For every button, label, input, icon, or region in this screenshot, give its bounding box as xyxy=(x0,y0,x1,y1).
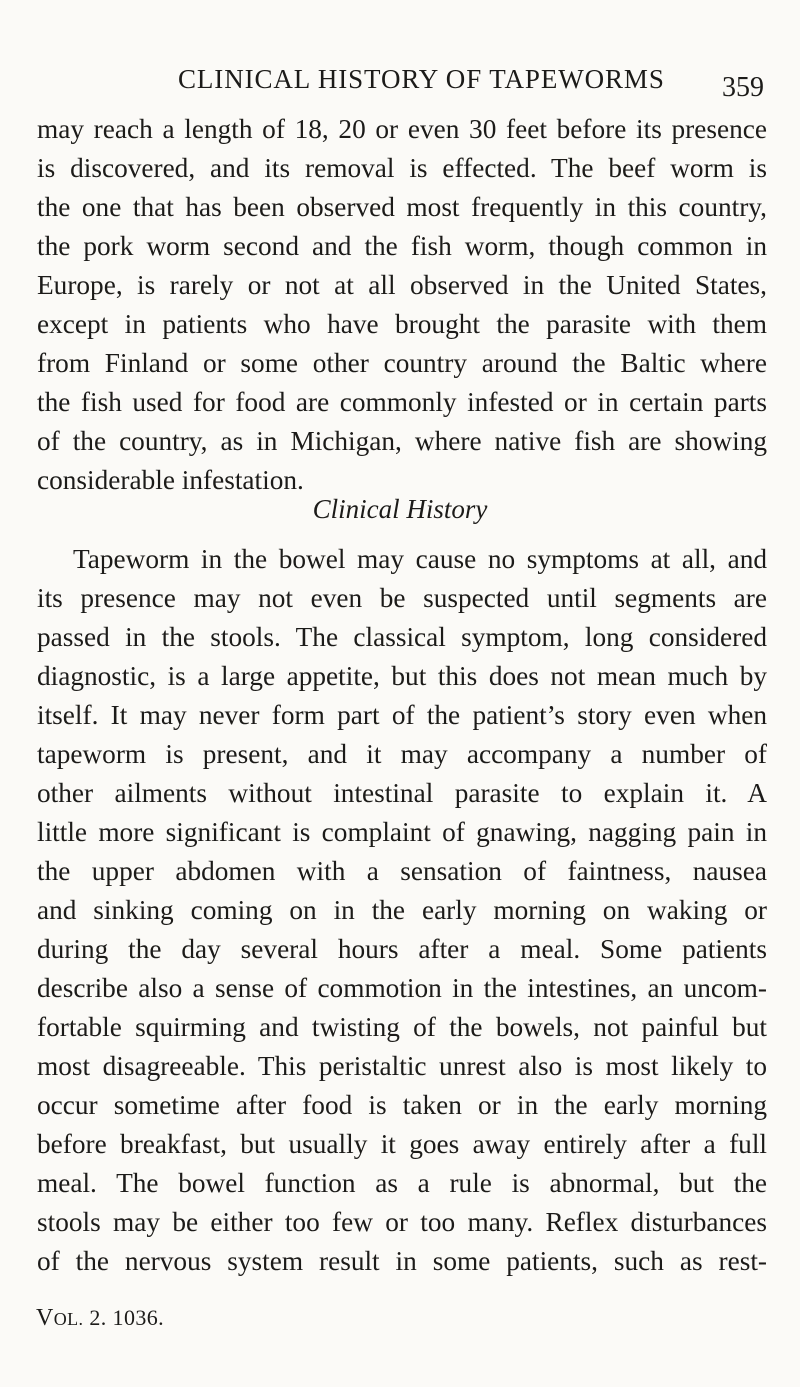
page-number: 359 xyxy=(722,72,764,103)
text-line: occur sometime after food is taken or in the early morning xyxy=(37,1090,767,1120)
paragraph-intro xyxy=(37,110,767,500)
text-line: Tapeworm in the bowel may cause no symptoms at all, and xyxy=(73,544,767,574)
text-line: may reach a length of 18, 20 or even 30 feet before its presence xyxy=(37,114,767,144)
paragraph-clinical-history xyxy=(37,540,767,1281)
text-line: the one that has been observed most frequently in this country, xyxy=(37,192,767,222)
text-line: the pork worm second and the fish worm, though common in xyxy=(37,231,767,261)
text-line: from Finland or some other country around the Baltic where xyxy=(37,348,767,378)
text-line: itself. It may never form part of the patient’s story even when xyxy=(37,700,767,730)
text-line: Europe, is rarely or not at all observed in the United States, xyxy=(37,270,767,300)
text-line: other ailments without intestinal parasite to explain it. A xyxy=(37,778,767,808)
text-line: its presence may not even be suspected until segments are xyxy=(37,583,767,613)
text-line: during the day several hours after a meal. Some patients xyxy=(37,934,767,964)
text-line: considerable infestation. xyxy=(37,465,304,495)
text-line: stools may be either too few or too many. Reflex disturbances xyxy=(37,1207,767,1237)
text-line: little more significant is complaint of gnawing, nagging pain in xyxy=(37,817,767,847)
text-line: describe also a sense of commotion in the intestines, an uncom- xyxy=(37,973,767,1003)
section-heading: Clinical History xyxy=(312,494,488,524)
text-line: and sinking coming on in the early morning on waking or xyxy=(37,895,767,925)
text-line: is discovered, and its removal is effected. The beef worm is xyxy=(37,153,767,183)
volume-reference: 2. 1036. xyxy=(89,1305,165,1330)
text-line: of the nervous system result in some patients, such as rest- xyxy=(37,1246,767,1276)
text-line: the upper abdomen with a sensation of faintness, nausea xyxy=(37,856,767,886)
volume-label-rest: OL. xyxy=(53,1309,84,1329)
text-line: except in patients who have brought the parasite with them xyxy=(37,309,767,339)
text-line: passed in the stools. The classical symptom, long considered xyxy=(37,622,767,652)
text-line: the fish used for food are commonly infested or in certain parts xyxy=(37,387,767,417)
text-line: meal. The bowel function as a rule is abnormal, but the xyxy=(37,1168,767,1198)
text-line: diagnostic, is a large appetite, but this does not mean much by xyxy=(37,661,767,691)
text-line: fortable squirming and twisting of the bowels, not painful but xyxy=(37,1012,767,1042)
text-line: of the country, as in Michigan, where native fish are showing xyxy=(37,426,767,456)
text-line: before breakfast, but usually it goes away entirely after a full xyxy=(37,1129,767,1159)
volume-label-lead: V xyxy=(36,1305,54,1331)
text-line: most disagreeable. This peristaltic unrest also is most likely to xyxy=(37,1051,767,1081)
running-title: CLINICAL HISTORY OF TAPEWORMS xyxy=(178,64,665,94)
volume-signature xyxy=(36,1305,164,1332)
text-line: tapeworm is present, and it may accompany a number of xyxy=(37,739,767,769)
